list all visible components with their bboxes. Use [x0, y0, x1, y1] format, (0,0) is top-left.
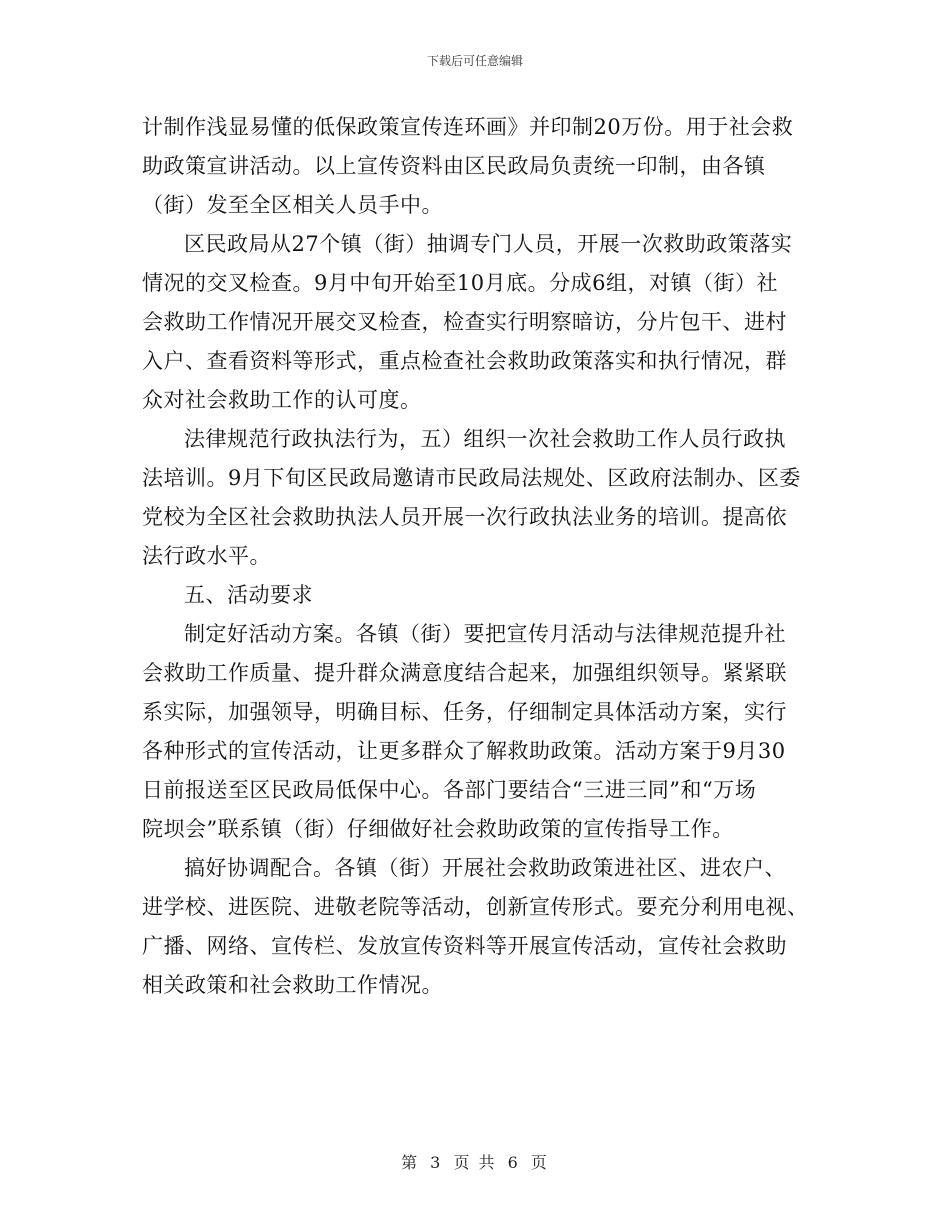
paragraph-line: 入户、查看资料等形式，重点检查社会救助政策落实和执行情况，群	[142, 349, 787, 373]
section-heading	[142, 576, 812, 615]
paragraph-line: 会救助工作情况开展交叉检查，检查实行明察暗访，分片包干、进村	[142, 310, 787, 334]
paragraph-line: 院坝会”联系镇（街）仔细做好社会救助政策的宣传指导工作。	[142, 817, 734, 841]
paragraph-line: 助政策宣讲活动。以上宣传资料由区民政局负责统一印制，由各镇	[142, 154, 766, 178]
paragraph-line: 进学校、进医院、进敬老院等活动，创新宣传形式。要充分利用电视、	[142, 895, 809, 919]
paragraph-1	[142, 108, 812, 225]
paragraph-5	[142, 849, 812, 1005]
paragraph-line: 党校为全区社会救助执法人员开展一次行政执法业务的培训。提高依	[142, 505, 787, 529]
footer-prefix: 第	[401, 1153, 420, 1172]
page-header: 下载后可任意编辑	[426, 54, 523, 68]
paragraph-line: 法培训。9月下旬区民政局邀请市民政局法规处、区政府法制办、区委	[142, 466, 801, 490]
paragraph-4	[142, 615, 812, 849]
paragraph-2	[142, 225, 812, 420]
paragraph-line: 日前报送至区民政局低保中心。各部门要结合“三进三同”和“万场	[142, 778, 757, 802]
total-page-number: 6	[507, 1153, 520, 1172]
current-page-number: 3	[430, 1153, 443, 1172]
paragraph-line: 区民政局从27个镇（街）抽调专门人员，开展一次救助政策落实	[184, 232, 793, 256]
paragraph-line: 制定好活动方案。各镇（街）要把宣传月活动与法律规范提升社	[184, 622, 786, 646]
paragraph-line: 众对社会救助工作的认可度。	[142, 388, 422, 412]
paragraph-line: （街）发至全区相关人员手中。	[142, 193, 443, 217]
paragraph-line: 搞好协调配合。各镇（街）开展社会救助政策进社区、进农户、	[184, 856, 786, 880]
paragraph-line: 会救助工作质量、提升群众满意度结合起来，加强组织领导。紧紧联	[142, 661, 787, 685]
page-footer	[0, 1150, 950, 1173]
paragraph-line: 法律规范行政执法行为，五）组织一次社会救助工作人员行政执	[184, 427, 786, 451]
paragraph-line: 法行政水平。	[142, 544, 271, 568]
section-heading-text: 五、活动要求	[184, 583, 313, 607]
footer-middle: 页 共	[453, 1153, 497, 1172]
footer-suffix: 页	[530, 1153, 549, 1172]
paragraph-3	[142, 420, 812, 576]
paragraph-line: 计制作浅显易懂的低保政策宣传连环画》并印制20万份。用于社会救	[142, 115, 794, 139]
paragraph-line: 广播、网络、宣传栏、发放宣传资料等开展宣传活动，宣传社会救助	[142, 934, 787, 958]
paragraph-line: 情况的交叉检查。9月中旬开始至10月底。分成6组，对镇（街）社	[142, 271, 778, 295]
document-body	[142, 108, 812, 1005]
paragraph-line: 各种形式的宣传活动，让更多群众了解救助政策。活动方案于9月30	[142, 739, 786, 763]
paragraph-line: 相关政策和社会救助工作情况。	[142, 973, 443, 997]
paragraph-line: 系实际，加强领导，明确目标、任务，仔细制定具体活动方案，实行	[142, 700, 787, 724]
